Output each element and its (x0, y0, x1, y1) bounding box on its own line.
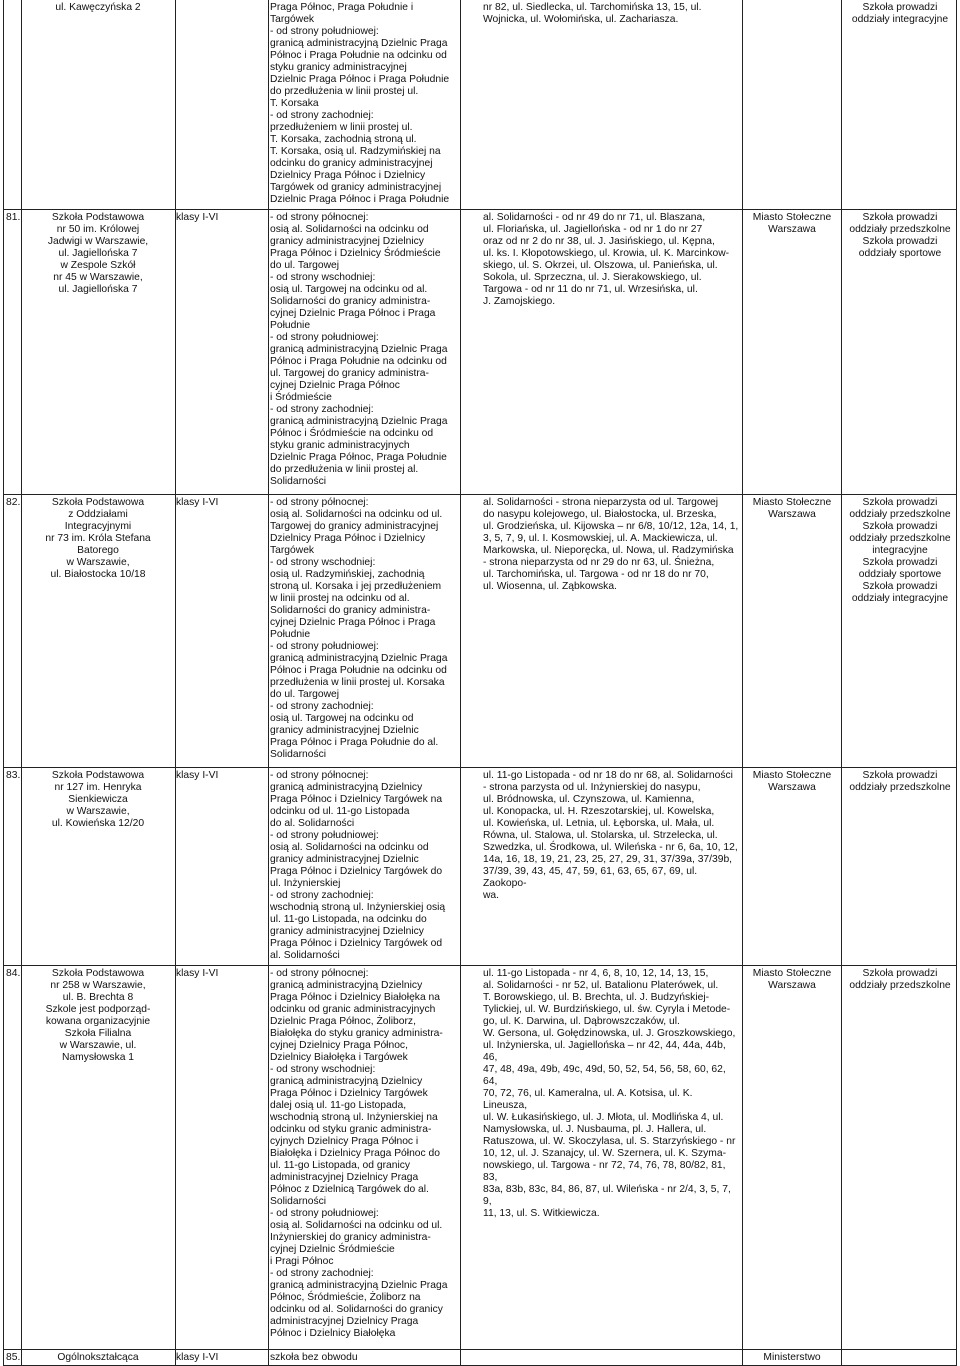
district-boundary: szkoła bez obwodu (270, 1352, 358, 1363)
row-divider (3, 209, 957, 210)
row-divider (3, 1349, 957, 1350)
district-boundary: - od strony północnej: granicą administracyjną Dzielnicy Praga Północ i Dzielnicy Białołęka na odcinku od granic administracyjnych Dzielnic Praga Północ, Żoliborz, Białołęka do styku granicy administra- cyjnej Dzielnicy Praga Północ, Dzielnicy Białołęka i Targówek - od strony wschodniej: granicą administracyjną Dzielnicy Praga Północ i Dzielnicy Targówek dalej osią ul. 11-go Listopada, wschodnią stroną ul. Inżynierskiej na odcinku od styku granic administra- cyjnych Dzielnicy Praga Północ i Białołęka i Dzielnicy Praga Północ do ul. 11-go Listopada, od granicy administracyjnej Dzielnicy Praga Północ z Dzielnicą Targówek do al. Solidarności - od strony południowej: osią al. Solidarności na odcinku od ul. Inżynierskiej do granicy administra- cyjnej Dzielnic Śródmieście i Pragi Północ - od strony zachodniej: granicą administracyjną Dzielnic Praga Północ, Śródmieście, Żoliborz na odcinku od al. Solidarności do granicy administracyjnej Dzielnicy Praga Północ i Dzielnicy Białołęka (270, 968, 448, 1339)
row-number: 81. (6, 212, 21, 223)
column-divider (841, 0, 842, 1366)
street-list: ul. 11-go Listopada - nr 4, 6, 8, 10, 12, 14, 13, 15, al. Solidarności - nr 52, ul. Batalionu Platerówek, ul. T. Borowskiego, ul. B. Brechta, ul. J. Budzyńskiej- Tylickiej, ul. W. Burdzińskiego, ul. św. Cyryla i Metode- go, ul. K. Darwina, ul. Dąbrowszczaków, ul. W. Gersona, ul. Gołędzinowska, ul. J. Groszkowskiego, ul. Inżynierska, ul. Jagiellońska – nr 42, 44, 44a, 44b, 46, 47, 48, 49a, 49b, 49c, 49d, 50, 52, 54, 56, 58, 60, 62, 64, 70, 72, 76, ul. Kameralna, ul. A. Kotsisa, ul. K. Lineusza, ul. W. Łukasińskiego, ul. J. Młota, ul. Modlińska 4, ul. Namysłowska, ul. J. Nusbauma, pl. J. Hallera, ul. Ratuszowa, ul. W. Skoczylasa, ul. S. Starzyńskiego - nr 10, 12, ul. J. Szanajcy, ul. W. Szernera, ul. K. Szyma- nowskiego, ul. Targowa - nr 72, 74, 76, 78, 80/82, 81, 83, 83a, 83b, 83c, 84, 86, 87, ul. Wileńska - nr 2/4, 3, 5, 7, 9, 11, 13, ul. S. Witkiewicza. (483, 968, 736, 1219)
column-divider (21, 0, 22, 1366)
district-boundary: - od strony północnej: osią al. Solidarności na odcinku od ul. Targowej do granicy administracyjnej Dzielnicy Praga Północ i Dzielnicy Targówek - od strony wschodniej: osią ul. Radzymińskiej, zachodnią stroną ul. Korsaka i jej przedłużeniem w linii prostej na odcinku od al. Solidarności do granicy administra- cyjnej Dzielnic Praga Północ i Praga Południe - od strony południowej: granicą administracyjną Dzielnic Praga Północ i Praga Południe na odcinku od przedłużenia w linii prostej ul. Korsaka do ul. Targowej - od strony zachodniej: osią ul. Targowej na odcinku od granicy administracyjnej Dzielnic Praga Północ i Praga Południe do al. Solidarności (270, 497, 448, 760)
school-name: Szkoła Podstawowa z Oddziałami Integracyjnymi nr 73 im. Króla Stefana Batorego w Warszawie, ul. Białostocka 10/18 (45, 497, 151, 580)
notes: Szkoła prowadzi oddziały integracyjne (851, 2, 949, 25)
street-list: ul. 11-go Listopada - od nr 18 do nr 68, al. Solidarności - strona parzysta od ul. Inżynierskiej do nasypu, ul. Bródnowska, ul. Czynszowa, ul. Kamienna, ul. Konopacka, ul. H. Rzeszotarskiej, ul. Kowelska, ul. Kowieńska, ul. Letnia, ul. Łęborska, ul. Mała, ul. Równa, ul. Stalowa, ul. Stolarska, ul. Strzelecka, ul. Szwedzka, ul. Środkowa, ul. Wileńska - nr 6, 6a, 10, 12, 14a, 16, 18, 19, 21, 23, 25, 27, 29, 31, 37/39a, 37/39b, 37/39, 39, 43, 45, 47, 59, 61, 63, 65, 67, 69, ul. Zaokopo- wa. (483, 770, 738, 901)
district-table (3, 0, 957, 1366)
column-divider (460, 0, 461, 1366)
row-number: 84. (6, 968, 21, 979)
class-range: klasy I-VI (176, 212, 219, 223)
school-name: Szkoła Podstawowa nr 50 im. Królowej Jadwigi w Warszawie, ul. Jagiellońska 7 w Zespole Szkół nr 45 w Warszawie, ul. Jagiellońska 7 (47, 212, 149, 295)
row-divider (3, 965, 957, 966)
governing-body: Miasto Stołeczne Warszawa (752, 212, 832, 235)
table-border-left (3, 0, 4, 1366)
school-name: ul. Kawęczyńska 2 (55, 2, 141, 13)
notes: Szkoła prowadzi oddziały przedszkolne Szkoła prowadzi oddziały przedszkolne integracyjne Szkoła prowadzi oddziały sportowe Szkoła prowadzi oddziały integracyjne (849, 497, 951, 604)
column-divider (268, 0, 269, 1366)
street-list: nr 82, ul. Siedlecka, ul. Tarchomińska 13, 15, ul. Wojnicka, ul. Wołomińska, ul. Zachariasza. (483, 2, 702, 25)
class-range: klasy I-VI (176, 968, 219, 979)
governing-body: Miasto Stołeczne Warszawa (752, 968, 832, 991)
class-range: klasy I-VI (176, 1352, 219, 1363)
row-divider (3, 767, 957, 768)
row-number: 85. (6, 1352, 21, 1363)
street-list: al. Solidarności - od nr 49 do nr 71, ul. Blaszana, ul. Floriańska, ul. Jagiellońska - od nr 1 do nr 27 oraz od nr 2 do nr 38, ul. J. Jasińskiego, ul. Kępna, ul. ks. I. Kłopotowskiego, ul. Krowia, ul. K. Marcinkow- skiego, ul. S. Okrzei, ul. Olszowa, ul. Panieńska, ul. Sokola, ul. Sprzeczna, ul. J. Sierakowskiego, ul. Targowa - od nr 11 do nr 71, ul. Wrzesińska, ul. J. Zamojskiego. (483, 212, 730, 307)
school-name: Szkoła Podstawowa nr 127 im. Henryka Sienkiewicza w Warszawie, ul. Kowieńska 12/20 (51, 770, 145, 829)
district-boundary: - od strony północnej: osią al. Solidarności na odcinku od granicy administracyjnej Dzielnicy Praga Północ i Dzielnicy Śródmieście do ul. Targowej - od strony wschodniej: osią ul. Targowej na odcinku od al. Solidarności do granicy administra- cyjnej Dzielnic Praga Północ i Praga Południe - od strony południowej: granicą administracyjną Dzielnic Praga Północ i Praga Południe na odcinku od ul. Targowej do granicy administra- cyjnej Dzielnic Praga Północ i Śródmieście - od strony zachodniej: granicą administracyjną Dzielnic Praga Północ i Śródmieście na odcinku od styku granic administracyjnych Dzielnic Praga Północ, Praga Południe do przedłużenia w linii prostej al. Solidarności (270, 212, 448, 487)
column-divider (742, 0, 743, 1366)
street-list: al. Solidarności - strona nieparzysta od ul. Targowej do nasypu kolejowego, ul. Białostocka, ul. Brzeska, ul. Grodzieńska, ul. Kijowska – nr 6/8, 10/12, 12a, 14, 1, 3, 5, 7, 9, ul. I. Kosmowskiej, ul. A. Mackiewicza, ul. Markowska, ul. Nieporęcka, ul. Nowa, ul. Radzymińska - strona nieparzysta od nr 29 do nr 63, ul. Śnieżna, ul. Tarchomińska, ul. Targowa - od nr 18 do nr 70, ul. Wiosenna, ul. Ząbkowska. (483, 497, 739, 592)
governing-body: Ministerstwo (763, 1352, 821, 1363)
school-name: Szkoła Podstawowa nr 258 w Warszawie, ul. B. Brechta 8 Szkole jest podporząd- kowana organizacyjnie Szkoła Filialna w Warszawie, ul. Namysłowska 1 (45, 968, 151, 1063)
district-boundary: Praga Północ, Praga Południe i Targówek - od strony południowej: granicą administracyjną Dzielnic Praga Północ i Praga Południe na odcinku od styku granicy administracyjnej Dzielnic Praga Północ i Praga Południe do przedłużenia w linii prostej ul. T. Korsaka - od strony zachodniej: przedłużeniem w linii prostej ul. T. Korsaka, zachodnią stroną ul. T. Korsaka, osią ul. Radzymińskiej na odcinku do granicy administracyjnej Dzielnicy Praga Północ i Dzielnicy Targówek od granicy administracyjnej Dzielnic Praga Północ i Praga Południe (270, 2, 450, 205)
notes: Szkoła prowadzi oddziały przedszkolne (849, 770, 951, 793)
notes: Szkoła prowadzi oddziały przedszkolne Szkoła prowadzi oddziały sportowe (849, 212, 951, 259)
class-range: klasy I-VI (176, 497, 219, 508)
row-divider (3, 494, 957, 495)
column-divider (175, 0, 176, 1366)
row-number: 83. (6, 770, 21, 781)
class-range: klasy I-VI (176, 770, 219, 781)
table-border-right (956, 0, 957, 1366)
notes: Szkoła prowadzi oddziały przedszkolne (849, 968, 951, 991)
district-boundary: - od strony północnej: granicą administracyjną Dzielnicy Praga Północ i Dzielnicy Targówek na odcinku od ul. 11-go Listopada do al. Solidarności - od strony południowej: osią al. Solidarności na odcinku od granicy administracyjnej Dzielnic Praga Północ i Dzielnicy Targówek do ul. Inżynierskiej - od strony zachodniej: wschodnią stroną ul. Inżynierskiej osią ul. 11-go Listopada, na odcinku do granicy administracyjnej Dzielnicy Praga Północ i Dzielnicy Targówek od al. Solidarności (270, 770, 446, 961)
governing-body: Miasto Stołeczne Warszawa (752, 770, 832, 793)
school-name: Ogólnokształcąca (57, 1352, 139, 1363)
row-number: 82. (6, 497, 21, 508)
governing-body: Miasto Stołeczne Warszawa (752, 497, 832, 520)
